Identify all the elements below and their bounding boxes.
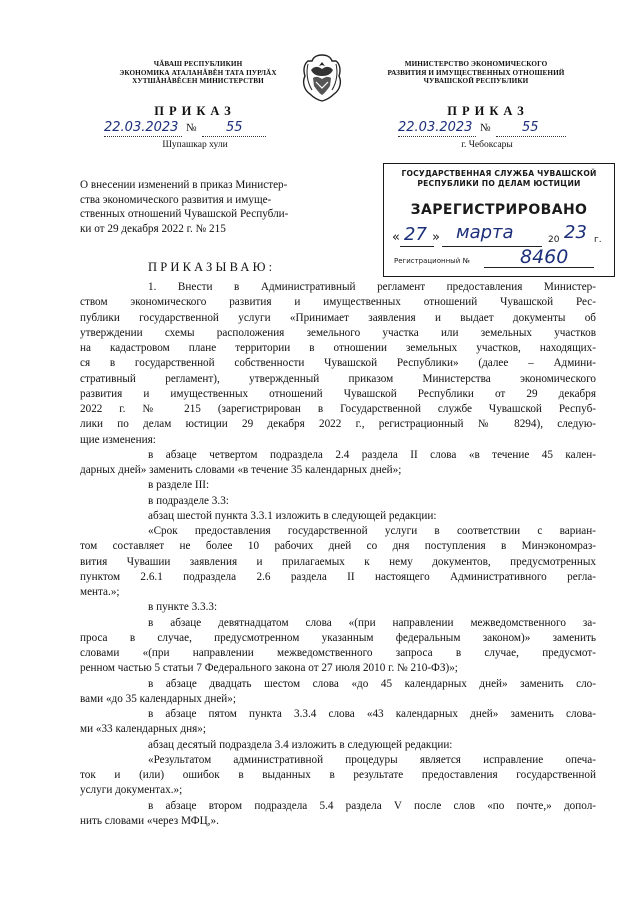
left-ministry-line: ЧĂВАШ РЕСПУБЛИКИН	[153, 60, 243, 68]
left-date-number	[104, 120, 274, 140]
body-line: в абзаце пятом пункта 3.3.4 слова «43 календарных дней» заменить слова-	[148, 708, 596, 720]
chuvash-coat-of-arms-icon	[298, 52, 346, 102]
body-line: в абзаце втором подраздела 5.4 раздела V после слов «по почте,» допол-	[148, 799, 596, 812]
body-line: в абзаце девятнадцатом слова «(при направлении межведомственного за-	[148, 616, 596, 629]
left-date: 22.03.2023	[104, 120, 179, 135]
body-line: в подразделе 3.3:	[148, 494, 229, 507]
title-line: ства экономического развития и имуще-	[80, 193, 272, 206]
body-line: лики по делам юстиции 29 декабря 2022 г., регистрационный № 8294), следую-	[80, 418, 596, 431]
left-number-sign: №	[186, 122, 197, 134]
document-title	[80, 178, 370, 236]
stamp-month: марта	[456, 222, 514, 243]
title-line: ки от 29 декабря 2022 г. № 215	[80, 222, 226, 235]
body-line: пунктом 2.6.1 подраздела 2.6 раздела II настоящего Административного регла-	[80, 570, 596, 583]
body-line: стративный регламент), утвержденный приказом Министерства экономического	[80, 372, 596, 385]
body-line: в абзаце четвертом подраздела 2.4 раздела II слова «в течение 45 кален-	[148, 448, 596, 461]
right-number: 55	[522, 120, 539, 135]
stamp-line1: ГОСУДАРСТВЕННАЯ СЛУЖБА ЧУВАШСКОЙ	[401, 169, 597, 178]
body-line: ми «33 календарных дня»;	[80, 723, 206, 736]
left-date-underline	[104, 136, 182, 137]
body-line: 2022 г. № 215 (зарегистрирован в Государственной службе Чувашской Респуб-	[80, 403, 596, 415]
stamp-line2: РЕСПУБЛИКИ ПО ДЕЛАМ ЮСТИЦИИ	[417, 179, 581, 188]
stamp-registered: ЗАРЕГИСТРИРОВАНО	[410, 202, 588, 218]
stamp-quote-open: «	[392, 230, 400, 245]
stamp-day: 27	[404, 224, 427, 245]
stamp-day-underline	[400, 246, 434, 247]
right-ministry-line: МИНИСТЕРСТВО ЭКОНОМИЧЕСКОГО	[404, 60, 548, 68]
body-line: услуги документах.»;	[80, 784, 183, 797]
body-line: абзац шестой пункта 3.3.1 изложить в следующей редакции:	[148, 509, 437, 522]
title-line: ственных отношений Чувашской Республи-	[80, 208, 289, 221]
body-line: словами «(при направлении межведомственного запроса в случае, предусмот-	[80, 647, 596, 659]
body-line: ток и (или) ошибок в выданных в результате предоставления государственной	[80, 769, 596, 781]
body-line: нить словами «через МФЦ,».	[80, 814, 219, 827]
order-word: ПРИКАЗЫВАЮ:	[148, 260, 276, 274]
body-line: развития и имущественных отношений Чувашской Республики от 29 декабря	[80, 387, 596, 400]
body-line: мента.»;	[80, 586, 120, 598]
body-line: том составляет не более 10 рабочих дней со дня поступления в Минэкономраз-	[80, 540, 596, 553]
right-place: г. Чебоксары	[461, 140, 513, 150]
right-date-number	[398, 120, 578, 140]
right-date-underline	[398, 136, 476, 137]
body-line: 1. Внести в Административный регламент предоставления Министер-	[148, 281, 596, 293]
stamp-reg-label: Регистрационный №	[394, 257, 470, 265]
body-line: вами «до 35 календарных дней»;	[80, 692, 236, 705]
body-line: проса в случае, предусмотренном указанным федеральным законом)» заменить	[80, 631, 596, 644]
left-order-title: ПРИКАЗ	[154, 104, 236, 118]
body-line: ся в государственной собственности Чувашской Республики» (далее – Админи-	[80, 357, 596, 370]
left-number: 55	[226, 120, 243, 135]
left-place: Шупашкар хули	[162, 140, 228, 150]
body-line: дарных дней» заменить словами «в течение 35 календарных дней»;	[80, 464, 402, 476]
registration-stamp	[383, 163, 615, 277]
body-line: утверждении схемы расположения земельного участка или земельных участков	[80, 326, 596, 339]
left-ministry-line: ХУТШĂНĂВĔСЕН МИНИСТЕРСТВИ	[132, 77, 264, 86]
stamp-quote-close: »	[432, 230, 440, 245]
stamp-year-suffix: 23	[564, 222, 587, 243]
body-line: щие изменения:	[80, 433, 156, 446]
body-line: ренном частью 5 статьи 7 Федерального закона от 27 июля 2010 г. № 210-ФЗ)»;	[80, 662, 458, 675]
body-line: в разделе III:	[148, 479, 210, 492]
right-number-sign: №	[480, 122, 491, 134]
body-line: «Результатом административной процедуры является исправление опеча-	[148, 753, 596, 766]
right-date: 22.03.2023	[398, 120, 473, 135]
right-ministry-line: ЧУВАШСКОЙ РЕСПУБЛИКИ	[423, 77, 529, 86]
right-ministry-name	[356, 60, 596, 86]
body-line: «Срок предоставления государственной услуги в соответствии с вариан-	[148, 525, 596, 537]
left-ministry-line: ЭКОНОМИКА АТАЛАНĂВĔН ТАТА ПУРЛĂХ	[119, 68, 277, 77]
body-line: в абзаце двадцать шестом слова «до 45 календарных дней» заменить сло-	[148, 677, 596, 690]
right-ministry-line: РАЗВИТИЯ И ИМУЩЕСТВЕННЫХ ОТНОШЕНИЙ	[387, 68, 565, 77]
body-line: на кадастровом плане территории в отношении земельных участков, находящих-	[80, 342, 596, 354]
title-line: О внесении изменений в приказ Министер-	[80, 179, 288, 191]
right-order-title: ПРИКАЗ	[447, 104, 529, 118]
body-line: публики государственной услуги «Принимает заявления и выдает документы об	[80, 311, 596, 324]
body-line: вития Чувашии заявления и прилагаемых к нему документов, предусмотренных	[80, 555, 596, 568]
left-ministry-name	[78, 60, 318, 86]
body-line: абзац десятый подраздела 3.4 изложить в следующей редакции:	[148, 738, 453, 751]
left-number-underline	[202, 136, 266, 137]
stamp-year-prefix: 20	[548, 235, 560, 245]
body-line: в пункте 3.3.3:	[148, 601, 218, 614]
stamp-year-unit: г.	[594, 235, 602, 245]
right-number-underline	[496, 136, 566, 137]
body-line: ством экономического развития и имущественных отношений Чувашской Рес-	[80, 296, 596, 309]
stamp-reg-number: 8460	[520, 246, 569, 268]
